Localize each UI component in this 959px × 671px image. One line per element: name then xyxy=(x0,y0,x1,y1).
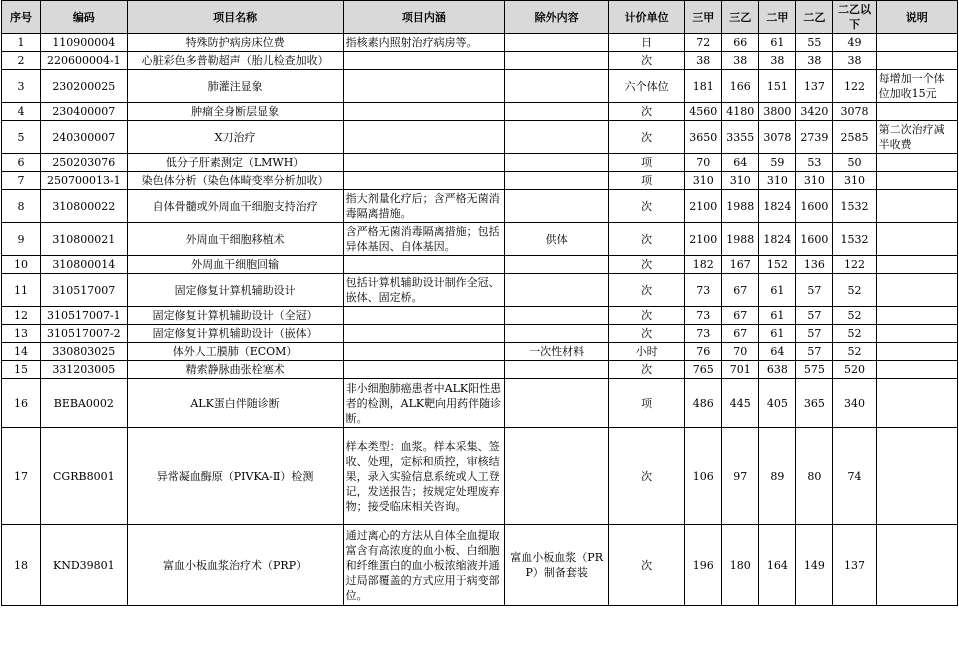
col-item-name-cell: 自体骨髓或外周血干细胞支持治疗 xyxy=(127,190,343,223)
col-price-3b-cell: 67 xyxy=(722,307,759,325)
col-price-3b-cell: 66 xyxy=(722,34,759,52)
col-exclusion-cell xyxy=(505,34,609,52)
col-price-3a-cell: 73 xyxy=(685,274,722,307)
col-price-3a-cell: 196 xyxy=(685,525,722,606)
col-code-cell: 310517007-1 xyxy=(41,307,127,325)
col-price-3a-cell: 2100 xyxy=(685,190,722,223)
table-row xyxy=(2,190,958,223)
col-exclusion-cell xyxy=(505,361,609,379)
col-item-name-cell: 染色体分析（染色体畸变率分析加收） xyxy=(127,172,343,190)
col-unit-cell: 六个体位 xyxy=(609,70,685,103)
col-exclusion-cell xyxy=(505,274,609,307)
col-exclusion-cell xyxy=(505,379,609,428)
col-connotation-cell: 指大剂量化疗后；含严格无菌消毒隔离措施。 xyxy=(343,190,505,223)
col-unit-cell: 次 xyxy=(609,525,685,606)
col-price-3b-cell: 1988 xyxy=(722,223,759,256)
col-connotation-cell xyxy=(343,343,505,361)
table-row xyxy=(2,361,958,379)
col-price-2a-cell: 38 xyxy=(759,52,796,70)
table-row xyxy=(2,52,958,70)
col-item-name-cell: 固定修复计算机辅助设计（嵌体） xyxy=(127,325,343,343)
col-price-below-2b-cell: 52 xyxy=(833,274,876,307)
col-exclusion-cell xyxy=(505,154,609,172)
col-price-3b-cell: 701 xyxy=(722,361,759,379)
table-row xyxy=(2,223,958,256)
col-price-below-2b-cell: 49 xyxy=(833,34,876,52)
col-price-below-2b-cell: 340 xyxy=(833,379,876,428)
col-price-3b-cell: 166 xyxy=(722,70,759,103)
col-price-below-2b-cell: 137 xyxy=(833,525,876,606)
col-exclusion-cell xyxy=(505,52,609,70)
col-price-3b-cell: 310 xyxy=(722,172,759,190)
col-unit-cell: 次 xyxy=(609,274,685,307)
col-note-cell xyxy=(876,274,957,307)
col-exclusion-cell xyxy=(505,103,609,121)
col-exclusion-cell xyxy=(505,325,609,343)
col-price-below-2b-cell: 52 xyxy=(833,307,876,325)
col-note-cell xyxy=(876,379,957,428)
col-code-cell: CGRB8001 xyxy=(41,428,127,525)
col-price-3a-cell: 2100 xyxy=(685,223,722,256)
col-price-3a-cell: 3650 xyxy=(685,121,722,154)
col-code-cell: 310800022 xyxy=(41,190,127,223)
col-price-3b-cell: 167 xyxy=(722,256,759,274)
header-col-unit: 计价单位 xyxy=(609,1,685,34)
col-code-cell: 310517007-2 xyxy=(41,325,127,343)
col-price-2b-cell: 575 xyxy=(796,361,833,379)
col-price-below-2b-cell: 1532 xyxy=(833,190,876,223)
header-row xyxy=(2,1,958,34)
col-unit-cell: 次 xyxy=(609,256,685,274)
col-price-below-2b-cell: 122 xyxy=(833,256,876,274)
col-price-2b-cell: 3420 xyxy=(796,103,833,121)
header-col-price-below-2b: 二乙以下 xyxy=(833,1,876,34)
col-connotation-cell: 样本类型：血浆。样本采集、签收、处理，定标和质控，审核结果，录入实验信息系统或人工登记，发送报告；按规定处理废弃物；接受临床相关咨询。 xyxy=(343,428,505,525)
col-connotation-cell xyxy=(343,154,505,172)
col-seq-cell: 6 xyxy=(2,154,41,172)
col-unit-cell: 项 xyxy=(609,172,685,190)
col-price-3b-cell: 67 xyxy=(722,274,759,307)
col-connotation-cell: 通过离心的方法从自体全血提取富含有高浓度的血小板、白细胞和纤维蛋白的血小板浓缩液并通过局部覆盖的方式应用于病变部位。 xyxy=(343,525,505,606)
col-connotation-cell xyxy=(343,307,505,325)
col-note-cell xyxy=(876,190,957,223)
col-price-3b-cell: 67 xyxy=(722,325,759,343)
col-seq-cell: 1 xyxy=(2,34,41,52)
col-note-cell xyxy=(876,154,957,172)
col-code-cell: 230200025 xyxy=(41,70,127,103)
col-price-3a-cell: 181 xyxy=(685,70,722,103)
col-price-2b-cell: 149 xyxy=(796,525,833,606)
col-price-3b-cell: 38 xyxy=(722,52,759,70)
col-item-name-cell: 特殊防护病房床位费 xyxy=(127,34,343,52)
col-note-cell xyxy=(876,325,957,343)
table-row xyxy=(2,34,958,52)
col-price-below-2b-cell: 1532 xyxy=(833,223,876,256)
col-price-3b-cell: 3355 xyxy=(722,121,759,154)
col-code-cell: 220600004-1 xyxy=(41,52,127,70)
col-price-3a-cell: 70 xyxy=(685,154,722,172)
col-item-name-cell: ALK蛋白伴随诊断 xyxy=(127,379,343,428)
col-seq-cell: 7 xyxy=(2,172,41,190)
col-price-below-2b-cell: 3078 xyxy=(833,103,876,121)
table-row xyxy=(2,172,958,190)
col-price-3a-cell: 182 xyxy=(685,256,722,274)
col-price-2a-cell: 638 xyxy=(759,361,796,379)
col-price-below-2b-cell: 52 xyxy=(833,325,876,343)
col-item-name-cell: 富血小板血浆治疗术（PRP） xyxy=(127,525,343,606)
col-item-name-cell: 肺灌注显象 xyxy=(127,70,343,103)
col-price-2a-cell: 89 xyxy=(759,428,796,525)
header-col-exclusion: 除外内容 xyxy=(505,1,609,34)
col-code-cell: 310800021 xyxy=(41,223,127,256)
col-price-2a-cell: 1824 xyxy=(759,223,796,256)
col-price-3b-cell: 445 xyxy=(722,379,759,428)
col-price-2b-cell: 57 xyxy=(796,325,833,343)
col-code-cell: 310800014 xyxy=(41,256,127,274)
col-unit-cell: 项 xyxy=(609,379,685,428)
col-item-name-cell: 外周血干细胞移植术 xyxy=(127,223,343,256)
col-connotation-cell xyxy=(343,70,505,103)
col-seq-cell: 8 xyxy=(2,190,41,223)
col-price-3a-cell: 38 xyxy=(685,52,722,70)
header-col-seq: 序号 xyxy=(2,1,41,34)
col-seq-cell: 18 xyxy=(2,525,41,606)
col-seq-cell: 4 xyxy=(2,103,41,121)
col-price-2b-cell: 55 xyxy=(796,34,833,52)
header-col-price-2a: 二甲 xyxy=(759,1,796,34)
col-price-3a-cell: 76 xyxy=(685,343,722,361)
col-exclusion-cell: 供体 xyxy=(505,223,609,256)
col-price-3a-cell: 73 xyxy=(685,325,722,343)
header-col-code: 编码 xyxy=(41,1,127,34)
col-price-2a-cell: 61 xyxy=(759,325,796,343)
col-price-2b-cell: 1600 xyxy=(796,223,833,256)
col-price-3b-cell: 64 xyxy=(722,154,759,172)
col-seq-cell: 15 xyxy=(2,361,41,379)
col-exclusion-cell xyxy=(505,307,609,325)
col-code-cell: 331203005 xyxy=(41,361,127,379)
col-exclusion-cell xyxy=(505,256,609,274)
col-connotation-cell xyxy=(343,325,505,343)
table-body xyxy=(2,34,958,606)
col-code-cell: 250700013-1 xyxy=(41,172,127,190)
col-seq-cell: 16 xyxy=(2,379,41,428)
col-item-name-cell: 精索静脉曲张栓塞术 xyxy=(127,361,343,379)
col-connotation-cell xyxy=(343,103,505,121)
col-unit-cell: 次 xyxy=(609,223,685,256)
col-code-cell: BEBA0002 xyxy=(41,379,127,428)
col-code-cell: 310517007 xyxy=(41,274,127,307)
col-price-3a-cell: 73 xyxy=(685,307,722,325)
col-price-below-2b-cell: 52 xyxy=(833,343,876,361)
col-price-2b-cell: 136 xyxy=(796,256,833,274)
col-seq-cell: 9 xyxy=(2,223,41,256)
col-connotation-cell: 指核素内照射治疗病房等。 xyxy=(343,34,505,52)
col-price-3b-cell: 1988 xyxy=(722,190,759,223)
table-row xyxy=(2,325,958,343)
col-price-2b-cell: 2739 xyxy=(796,121,833,154)
header-col-item-name: 项目名称 xyxy=(127,1,343,34)
col-connotation-cell xyxy=(343,121,505,154)
col-item-name-cell: 外周血干细胞回输 xyxy=(127,256,343,274)
table-row xyxy=(2,525,958,606)
col-price-3b-cell: 4180 xyxy=(722,103,759,121)
col-price-2a-cell: 164 xyxy=(759,525,796,606)
col-price-2b-cell: 365 xyxy=(796,379,833,428)
col-connotation-cell: 含严格无菌消毒隔离措施；包括异体基因、自体基因。 xyxy=(343,223,505,256)
col-price-3a-cell: 310 xyxy=(685,172,722,190)
col-seq-cell: 2 xyxy=(2,52,41,70)
table-row xyxy=(2,428,958,525)
col-exclusion-cell xyxy=(505,190,609,223)
col-seq-cell: 5 xyxy=(2,121,41,154)
col-price-2a-cell: 3800 xyxy=(759,103,796,121)
col-note-cell xyxy=(876,525,957,606)
col-unit-cell: 日 xyxy=(609,34,685,52)
col-seq-cell: 11 xyxy=(2,274,41,307)
col-price-3a-cell: 486 xyxy=(685,379,722,428)
table-row xyxy=(2,274,958,307)
col-connotation-cell: 包括计算机辅助设计制作全冠、嵌体、固定桥。 xyxy=(343,274,505,307)
col-note-cell xyxy=(876,172,957,190)
header-col-price-3a: 三甲 xyxy=(685,1,722,34)
col-price-2a-cell: 405 xyxy=(759,379,796,428)
col-note-cell xyxy=(876,307,957,325)
col-price-2b-cell: 80 xyxy=(796,428,833,525)
col-unit-cell: 次 xyxy=(609,361,685,379)
col-connotation-cell xyxy=(343,361,505,379)
table-row xyxy=(2,307,958,325)
col-exclusion-cell xyxy=(505,428,609,525)
col-unit-cell: 次 xyxy=(609,103,685,121)
col-price-2a-cell: 59 xyxy=(759,154,796,172)
col-seq-cell: 10 xyxy=(2,256,41,274)
col-price-below-2b-cell: 50 xyxy=(833,154,876,172)
col-price-2a-cell: 151 xyxy=(759,70,796,103)
col-price-3a-cell: 106 xyxy=(685,428,722,525)
col-note-cell xyxy=(876,223,957,256)
col-price-3b-cell: 180 xyxy=(722,525,759,606)
table-row xyxy=(2,103,958,121)
col-connotation-cell: 非小细胞肺癌患者中ALK阳性患者的检测，ALK靶向用药伴随诊断。 xyxy=(343,379,505,428)
col-item-name-cell: 体外人工膜肺（ECOM） xyxy=(127,343,343,361)
header-col-connotation: 项目内涵 xyxy=(343,1,505,34)
header-col-note: 说明 xyxy=(876,1,957,34)
col-price-2a-cell: 152 xyxy=(759,256,796,274)
col-seq-cell: 3 xyxy=(2,70,41,103)
table-row xyxy=(2,379,958,428)
col-seq-cell: 14 xyxy=(2,343,41,361)
col-code-cell: 110900004 xyxy=(41,34,127,52)
col-price-2b-cell: 137 xyxy=(796,70,833,103)
col-price-below-2b-cell: 38 xyxy=(833,52,876,70)
col-exclusion-cell: 富血小板血浆（PRP）制备套装 xyxy=(505,525,609,606)
col-price-2a-cell: 61 xyxy=(759,34,796,52)
col-item-name-cell: 固定修复计算机辅助设计 xyxy=(127,274,343,307)
header-col-price-2b: 二乙 xyxy=(796,1,833,34)
col-item-name-cell: X刀治疗 xyxy=(127,121,343,154)
col-price-2b-cell: 53 xyxy=(796,154,833,172)
col-price-2b-cell: 1600 xyxy=(796,190,833,223)
table-row xyxy=(2,70,958,103)
col-unit-cell: 次 xyxy=(609,428,685,525)
table-row xyxy=(2,121,958,154)
col-seq-cell: 17 xyxy=(2,428,41,525)
col-note-cell xyxy=(876,256,957,274)
col-note-cell xyxy=(876,343,957,361)
col-unit-cell: 次 xyxy=(609,307,685,325)
col-connotation-cell xyxy=(343,172,505,190)
col-note-cell xyxy=(876,34,957,52)
col-price-below-2b-cell: 2585 xyxy=(833,121,876,154)
col-price-2a-cell: 61 xyxy=(759,307,796,325)
col-price-2b-cell: 57 xyxy=(796,307,833,325)
col-price-3a-cell: 4560 xyxy=(685,103,722,121)
col-item-name-cell: 异常凝血酶原（PIVKA-Ⅱ）检测 xyxy=(127,428,343,525)
col-code-cell: 230400007 xyxy=(41,103,127,121)
col-connotation-cell xyxy=(343,256,505,274)
col-unit-cell: 次 xyxy=(609,190,685,223)
col-note-cell xyxy=(876,103,957,121)
col-exclusion-cell: 一次性材料 xyxy=(505,343,609,361)
col-price-3b-cell: 97 xyxy=(722,428,759,525)
col-price-2b-cell: 38 xyxy=(796,52,833,70)
col-price-2a-cell: 61 xyxy=(759,274,796,307)
col-price-3a-cell: 72 xyxy=(685,34,722,52)
col-price-2b-cell: 57 xyxy=(796,343,833,361)
col-code-cell: 330803025 xyxy=(41,343,127,361)
col-code-cell: 240300007 xyxy=(41,121,127,154)
col-note-cell: 第二次治疗减半收费 xyxy=(876,121,957,154)
table-row xyxy=(2,256,958,274)
col-item-name-cell: 固定修复计算机辅助设计（全冠） xyxy=(127,307,343,325)
col-code-cell: 250203076 xyxy=(41,154,127,172)
col-price-below-2b-cell: 310 xyxy=(833,172,876,190)
table-row xyxy=(2,154,958,172)
col-code-cell: KND39801 xyxy=(41,525,127,606)
col-price-2a-cell: 64 xyxy=(759,343,796,361)
col-price-3b-cell: 70 xyxy=(722,343,759,361)
col-connotation-cell xyxy=(343,52,505,70)
col-item-name-cell: 低分子肝素测定（LMWH） xyxy=(127,154,343,172)
col-item-name-cell: 心脏彩色多普勒超声（胎儿检查加收） xyxy=(127,52,343,70)
col-unit-cell: 次 xyxy=(609,121,685,154)
col-unit-cell: 次 xyxy=(609,325,685,343)
table-row xyxy=(2,343,958,361)
col-unit-cell: 小时 xyxy=(609,343,685,361)
col-exclusion-cell xyxy=(505,172,609,190)
col-note-cell: 每增加一个体位加收15元 xyxy=(876,70,957,103)
price-table xyxy=(1,0,958,606)
col-item-name-cell: 肿瘤全身断层显象 xyxy=(127,103,343,121)
col-price-below-2b-cell: 74 xyxy=(833,428,876,525)
col-price-2a-cell: 1824 xyxy=(759,190,796,223)
col-unit-cell: 次 xyxy=(609,52,685,70)
col-note-cell xyxy=(876,52,957,70)
col-seq-cell: 13 xyxy=(2,325,41,343)
col-price-below-2b-cell: 122 xyxy=(833,70,876,103)
col-note-cell xyxy=(876,361,957,379)
col-price-2a-cell: 3078 xyxy=(759,121,796,154)
col-exclusion-cell xyxy=(505,121,609,154)
header-col-price-3b: 三乙 xyxy=(722,1,759,34)
col-price-2b-cell: 57 xyxy=(796,274,833,307)
col-price-below-2b-cell: 520 xyxy=(833,361,876,379)
col-price-2a-cell: 310 xyxy=(759,172,796,190)
col-unit-cell: 项 xyxy=(609,154,685,172)
col-seq-cell: 12 xyxy=(2,307,41,325)
col-price-3a-cell: 765 xyxy=(685,361,722,379)
col-exclusion-cell xyxy=(505,70,609,103)
col-note-cell xyxy=(876,428,957,525)
col-price-2b-cell: 310 xyxy=(796,172,833,190)
